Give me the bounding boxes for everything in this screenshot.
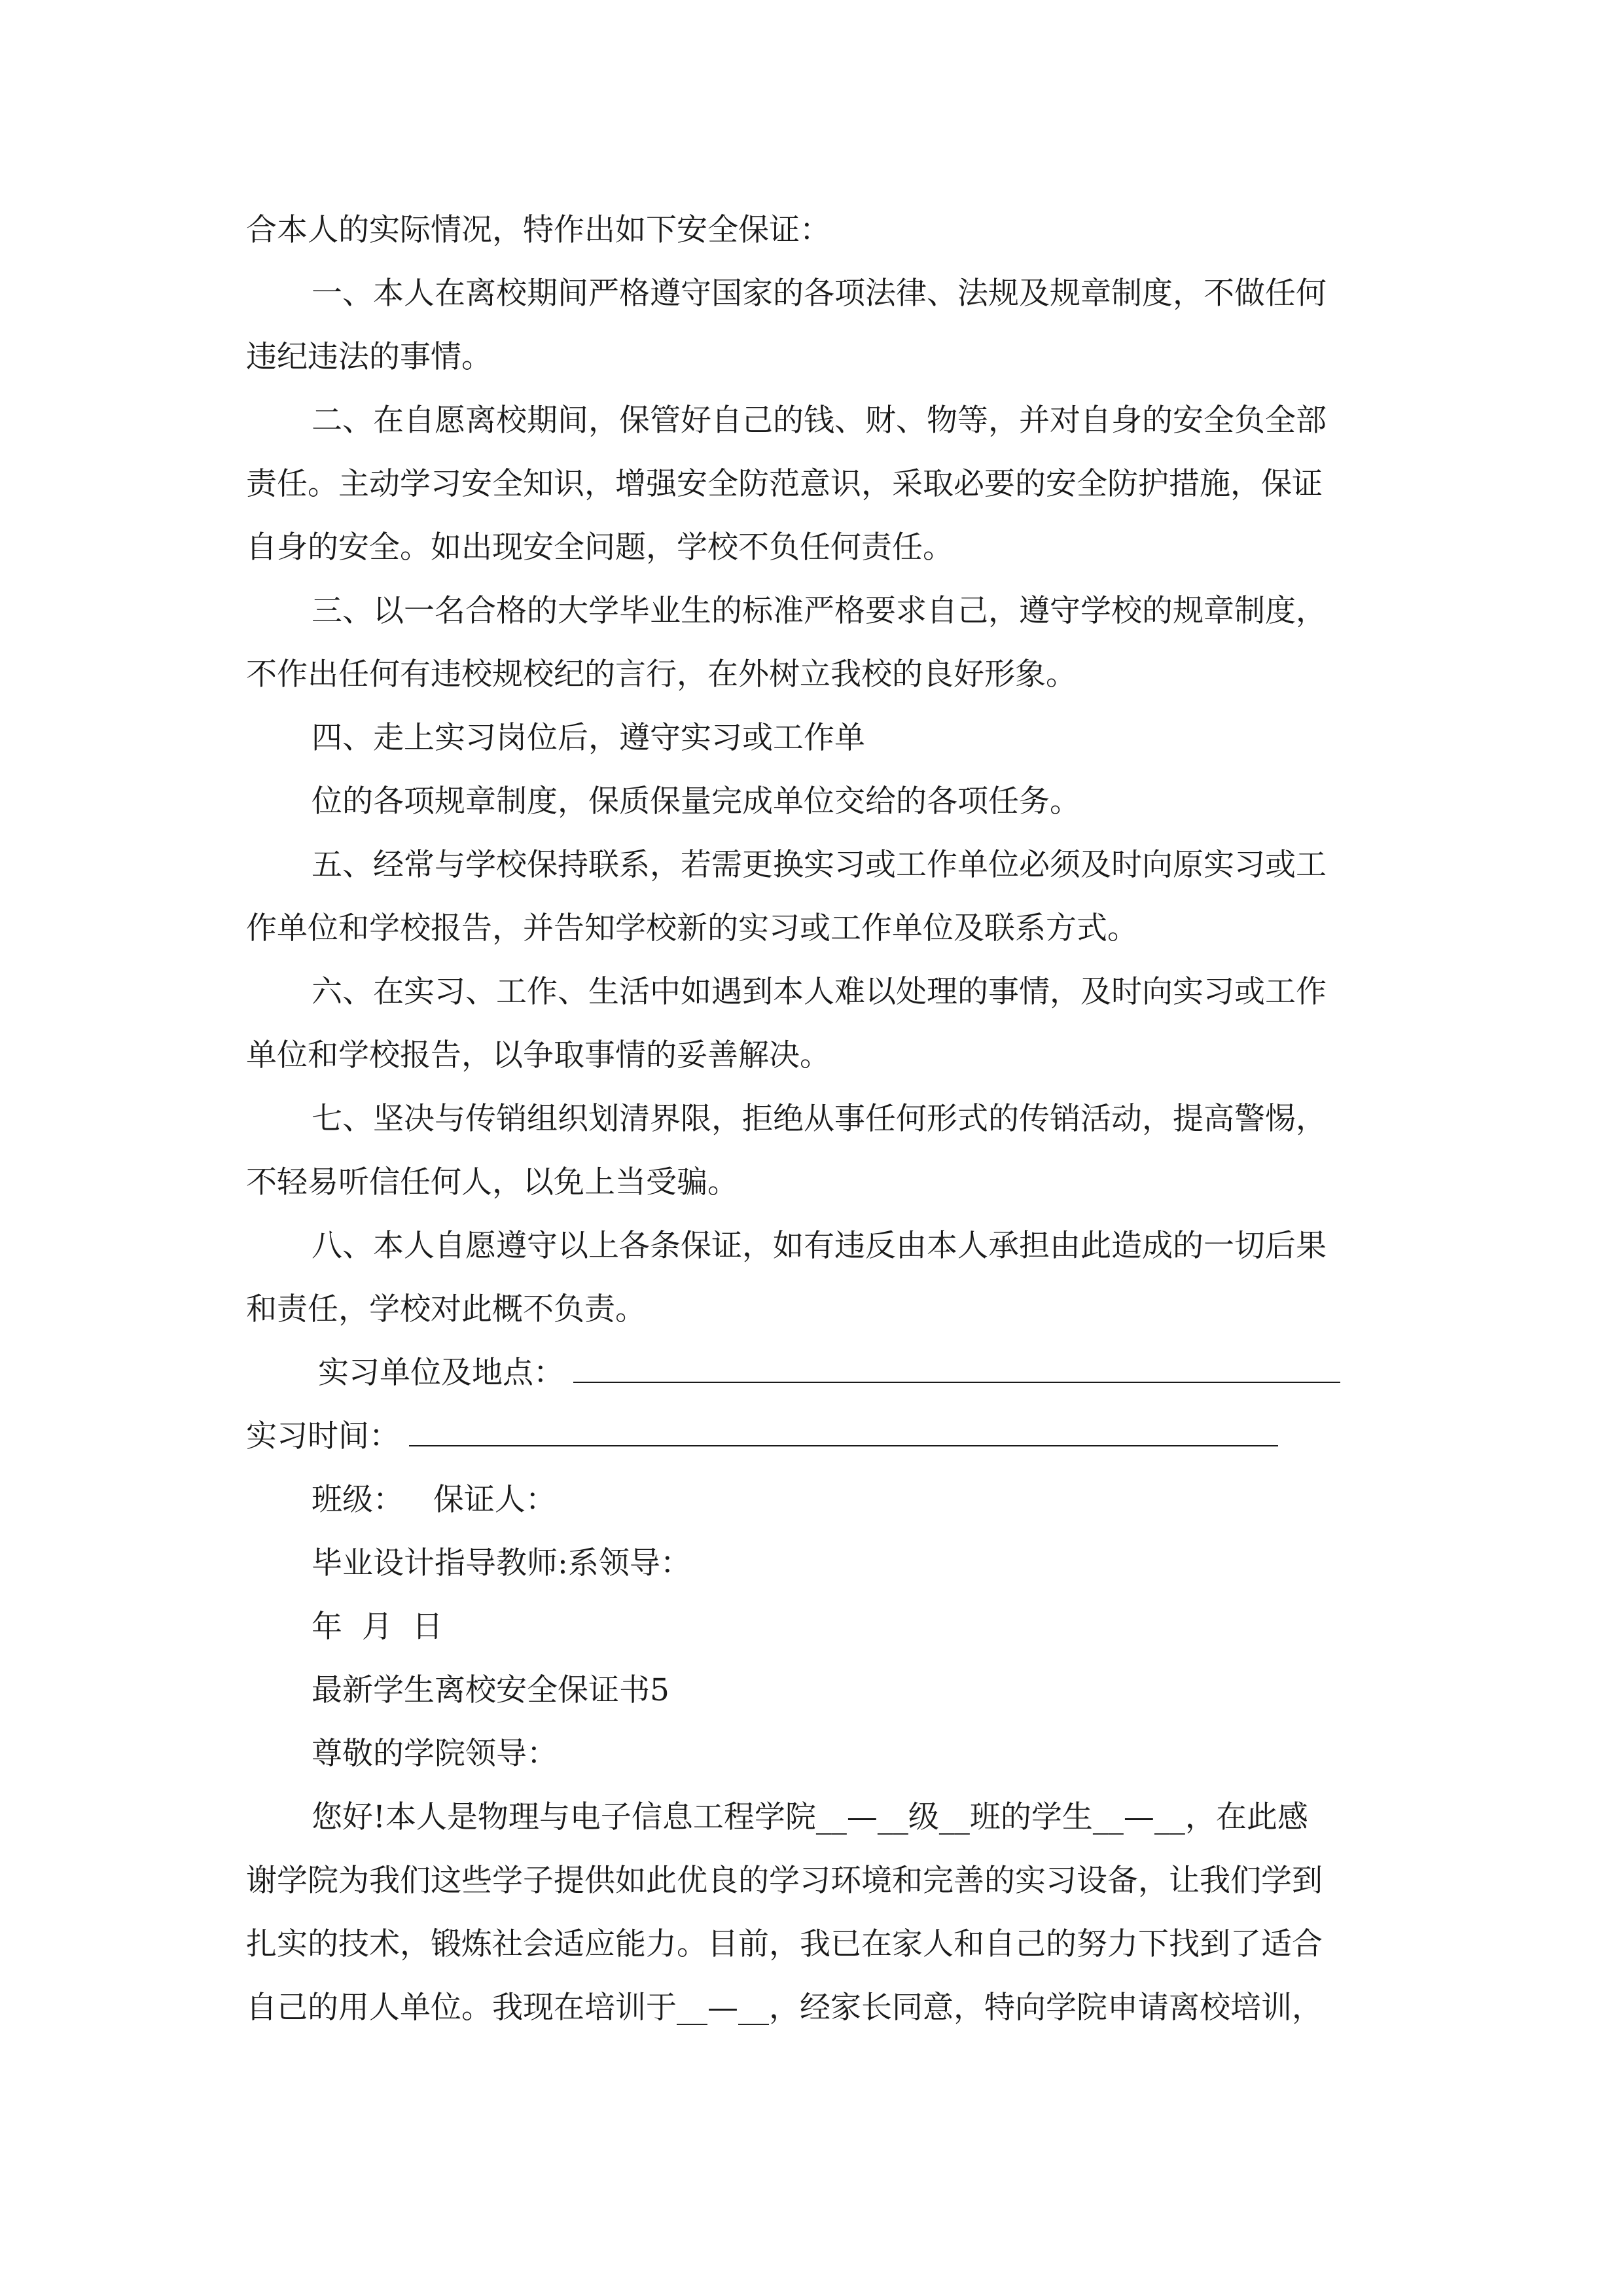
clause-6-line-1: 六、在实习、工作、生活中如遇到本人难以处理的事情，及时向实习或工作	[312, 974, 1327, 1010]
class-guarantor-line: 班级： 保证人：	[312, 1482, 556, 1518]
date-line: 年 月 日	[312, 1609, 443, 1645]
salutation: 尊敬的学院领导：	[312, 1736, 558, 1772]
clause-2-line-1: 二、在自愿离校期间，保管好自己的钱、财、物等，并对自身的安全负全部	[312, 403, 1327, 439]
clause-1-line-1: 一、本人在离校期间严格遵守国家的各项法律、法规及规章制度，不做任何	[312, 276, 1327, 312]
clause-6-line-2: 单位和学校报告，以争取事情的妥善解决。	[246, 1037, 830, 1073]
clause-7-line-2: 不轻易听信任何人，以免上当受骗。	[246, 1164, 738, 1200]
clause-2-line-2: 责任。主动学习安全知识，增强安全防范意识，采取必要的安全防护措施，保证	[246, 466, 1323, 502]
letter-line-2: 谢学院为我们这些学子提供如此优良的学习环境和完善的实习设备，让我们学到	[246, 1863, 1323, 1899]
document-body	[246, 198, 1385, 2039]
text-line: 合本人的实际情况，特作出如下安全保证：	[246, 212, 830, 248]
internship-time-label: 实习时间：	[246, 1418, 400, 1454]
internship-time-row	[246, 1405, 1385, 1468]
internship-site-label: 实习单位及地点：	[318, 1355, 564, 1391]
internship-site-row	[246, 1341, 1385, 1405]
clause-8-line-1: 八、本人自愿遵守以上各条保证，如有违反由本人承担由此造成的一切后果	[312, 1228, 1327, 1264]
internship-site-field[interactable]	[573, 1355, 1340, 1383]
clause-3-line-1: 三、以一名合格的大学毕业生的标准严格要求自己，遵守学校的规章制度，	[312, 593, 1327, 629]
clause-2-line-3: 自身的安全。如出现安全问题，学校不负任何责任。	[246, 529, 954, 565]
letter-line-4: 自己的用人单位。我现在培训于__—__，经家长同意，特向学院申请离校培训，	[246, 1990, 1323, 2026]
clause-4-line-2: 位的各项规章制度，保质保量完成单位交给的各项任务。	[312, 783, 1080, 819]
section-title: 最新学生离校安全保证书5	[312, 1672, 669, 1708]
teacher-leader-line: 毕业设计指导教师:系领导：	[312, 1545, 691, 1581]
clause-1-line-2: 违纪违法的事情。	[246, 339, 492, 375]
clause-4-line-1: 四、走上实习岗位后，遵守实习或工作单	[312, 720, 865, 756]
clause-3-line-2: 不作出任何有违校规校纪的言行，在外树立我校的良好形象。	[246, 656, 1077, 692]
clause-7-line-1: 七、坚决与传销组织划清界限，拒绝从事任何形式的传销活动，提高警惕，	[312, 1101, 1327, 1137]
clause-5-line-2: 作单位和学校报告，并告知学校新的实习或工作单位及联系方式。	[246, 910, 1138, 946]
clause-5-line-1: 五、经常与学校保持联系，若需更换实习或工作单位必须及时向原实习或工	[312, 847, 1327, 883]
letter-line-1: 您好!本人是物理与电子信息工程学院__—__级__班的学生__—__，在此感	[312, 1799, 1308, 1835]
internship-time-field[interactable]	[409, 1419, 1278, 1446]
clause-8-line-2: 和责任，学校对此概不负责。	[246, 1291, 646, 1327]
letter-line-3: 扎实的技术，锻炼社会适应能力。目前，我已在家人和自己的努力下找到了适合	[246, 1926, 1323, 1962]
